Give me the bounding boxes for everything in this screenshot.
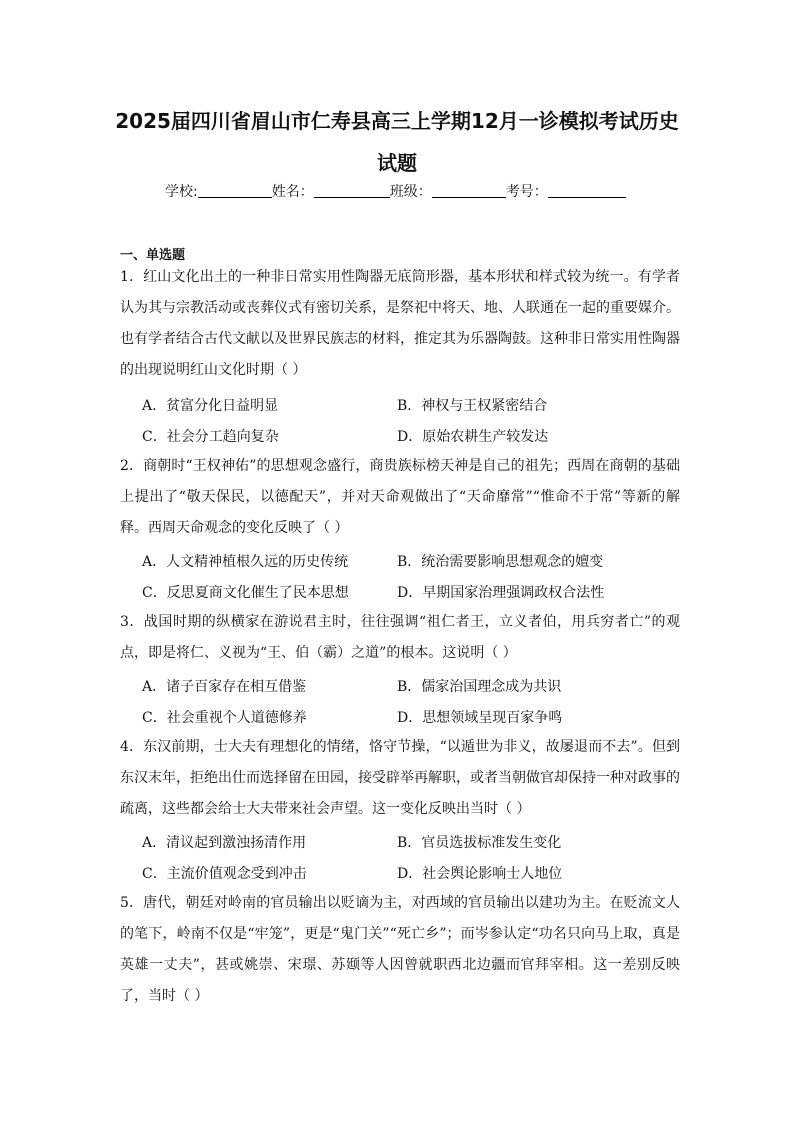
question-3-option-c[interactable]: C．社会重视个人道德修养 [142, 710, 307, 726]
number-blank[interactable] [548, 183, 626, 198]
question-2-option-c[interactable]: C．反思夏商文化催生了民本思想 [142, 585, 349, 601]
question-1-option-d[interactable]: D．原始农耕生产较发达 [397, 429, 549, 445]
school-label: 学校: [165, 184, 198, 200]
question-3-option-a[interactable]: A．诸子百家存在相互借鉴 [142, 679, 307, 695]
question-2-option-d[interactable]: D．早期国家治理强调政权合法性 [397, 585, 605, 601]
question-5-stem: 5．唐代，朝廷对岭南的官员输出以贬谪为主，对西域的官员输出以建功为主。在贬流文人的笔下，岭南不仅是“牢笼”，更是“鬼门关”“死亡乡”；而岑参认定“功名只向马上取，真是英雄一丈夫”，甚或姚崇、宋璟、苏颋等人因曾就职西北边疆而官拜宰相。这一差别反映了，当时（ ） [120, 895, 680, 1004]
question-4-option-b[interactable]: B．官员选拔标准发生变化 [397, 835, 562, 851]
student-info-row [165, 181, 626, 201]
question-4-stem: 4．东汉前期，士大夫有理想化的情绪，恪守节操，“以遁世为非义，故屡退而不去”。但到东汉末年，拒绝出仕而选择留在田园，接受辟举再解职，或者当朝做官却保持一种对政事的疏离，这些都会给士大夫带来社会声望。这一变化反映出当时（ ） [120, 739, 680, 817]
question-3-option-d[interactable]: D．思想领域呈现百家争鸣 [397, 710, 563, 726]
question-2-stem: 2．商朝时“王权神佑”的思想观念盛行，商贵族标榜天神是自己的祖先；西周在商朝的基础上提出了“敬天保民，以德配天”，并对天命观做出了“天命靡常”“惟命不于常”等新的解释。西周天命观念的变化反映了（ ） [120, 458, 680, 536]
exam-title-line-1: 2025届四川省眉山市仁寿县高三上学期12月一诊模拟考试历史 [115, 109, 679, 133]
exam-title-line-2: 试题 [377, 151, 417, 175]
question-2-option-a[interactable]: A．人文精神植根久远的历史传统 [142, 554, 349, 570]
question-1-option-c[interactable]: C．社会分工趋向复杂 [142, 429, 279, 445]
section-title: 一、单选题 [120, 248, 186, 263]
question-3-stem: 3．战国时期的纵横家在游说君主时，往往强调“祖仁者王，立义者伯，用兵穷者亡”的观点，即是将仁、义视为“王、伯（霸）之道”的根本。这说明（ ） [120, 614, 680, 661]
name-blank[interactable] [314, 183, 390, 198]
class-label: 班级： [389, 184, 432, 200]
number-label: 考号： [505, 184, 548, 200]
question-4-option-c[interactable]: C．主流价值观念受到冲击 [142, 866, 307, 882]
question-4-option-d[interactable]: D．社会舆论影响士人地位 [397, 866, 563, 882]
question-3-option-b[interactable]: B．儒家治国理念成为共识 [397, 679, 562, 695]
name-label: 姓名： [271, 184, 314, 200]
question-4-option-a[interactable]: A．清议起到激浊扬清作用 [142, 835, 307, 851]
question-1-option-a[interactable]: A．贫富分化日益明显 [142, 398, 279, 414]
question-1-option-b[interactable]: B．神权与王权紧密结合 [397, 398, 548, 414]
class-blank[interactable] [432, 183, 506, 198]
question-2-option-b[interactable]: B．统治需要影响思想观念的嬗变 [397, 554, 604, 570]
school-blank[interactable] [198, 183, 272, 198]
question-1-stem: 1．红山文化出土的一种非日常实用性陶器无底筒形器，基本形状和样式较为统一。有学者认为其与宗教活动或丧葬仪式有密切关系，是祭祀中将天、地、人联通在一起的重要媒介。也有学者结合古代文献以及世界民族志的材料，推定其为乐器陶鼓。这种非日常实用性陶器的出现说明红山文化时期（ ） [120, 269, 680, 378]
